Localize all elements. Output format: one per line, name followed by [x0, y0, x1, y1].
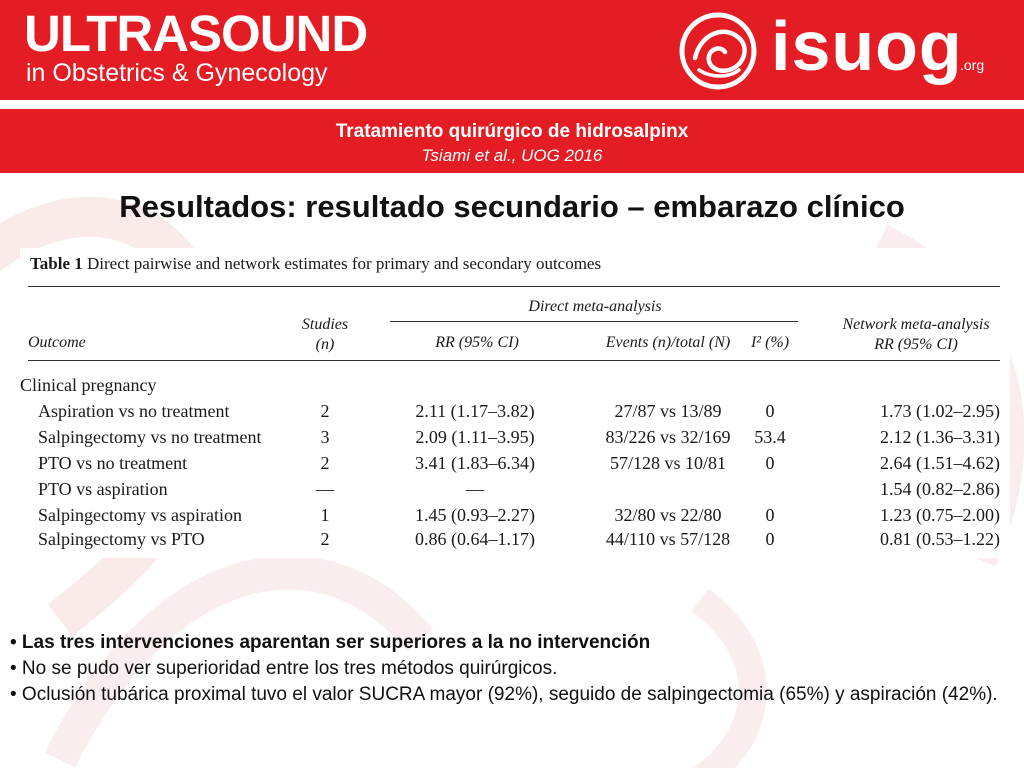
slide-title: Resultados: resultado secundario – embarazo clínico	[119, 189, 905, 224]
row-rr: 2.09 (1.11–3.95)	[415, 427, 535, 447]
section-label: Clinical pregnancy	[20, 375, 157, 395]
row-events: 57/128 vs 10/81	[609, 453, 726, 473]
row-network: 1.54 (0.82–2.86)	[880, 479, 1000, 499]
row-rr: 1.45 (0.93–2.27)	[415, 505, 535, 525]
table-header-rule	[28, 360, 1000, 361]
bullet-text: • Las tres intervenciones aparentan ser superiores a la no intervención	[10, 632, 651, 653]
header-rr: RR (95% CI)	[435, 334, 519, 351]
direct-meta-header: Direct meta-analysis	[528, 298, 662, 315]
table-caption	[30, 254, 601, 274]
direct-meta-rule	[390, 321, 798, 322]
table-top-rule	[28, 286, 1000, 287]
header-studies: Studies	[301, 316, 349, 333]
row-network: 1.23 (0.75–2.00)	[880, 505, 1000, 525]
isuog-logo-text: isuog	[771, 7, 963, 85]
row-events: 83/226 vs 32/169	[605, 427, 731, 447]
row-i2: 0	[765, 453, 775, 473]
header-outcome: Outcome	[28, 334, 86, 351]
results-table	[20, 248, 1010, 558]
bullet-item: • No se pudo ver superioridad entre los tres métodos quirúrgicos.	[10, 658, 558, 679]
row-comparison: Salpingectomy vs aspiration	[38, 505, 242, 525]
row-comparison: Salpingectomy vs PTO	[38, 529, 205, 549]
row-rr: 0.86 (0.64–1.17)	[415, 529, 535, 549]
row-i2: 0	[765, 529, 775, 549]
row-comparison: Salpingectomy vs no treatment	[38, 427, 262, 447]
row-events: 27/87 vs 13/89	[614, 401, 722, 421]
header-i2: I² (%)	[750, 334, 790, 351]
journal-subtitle: in Obstetrics & Gynecology	[26, 59, 328, 87]
journal-header	[0, 0, 1024, 100]
article-band	[0, 109, 1024, 173]
table-caption-label: Table 1	[30, 254, 83, 273]
row-studies: —	[316, 479, 334, 499]
header-network-rr: RR (95% CI)	[874, 336, 958, 353]
row-studies: 2	[320, 401, 330, 421]
row-studies: 1	[320, 505, 330, 525]
isuog-emblem-icon	[677, 10, 759, 92]
journal-title: ULTRASOUND	[24, 5, 368, 62]
article-citation: Tsiami et al., UOG 2016	[421, 146, 603, 165]
row-comparison: PTO vs no treatment	[38, 453, 188, 473]
isuog-logo-suffix: .org	[960, 57, 985, 73]
row-comparison: Aspiration vs no treatment	[38, 401, 230, 421]
row-comparison: PTO vs aspiration	[38, 479, 168, 499]
row-studies: 3	[320, 427, 330, 447]
row-network: 1.73 (1.02–2.95)	[880, 401, 1000, 421]
bullet-item: • Oclusión tubárica proximal tuvo el valor SUCRA mayor (92%), seguido de salpingectomia (65%) y aspiración (42%).	[10, 684, 998, 705]
row-i2: 0	[765, 505, 775, 525]
row-i2: 53.4	[754, 427, 786, 447]
row-rr: 3.41 (1.83–6.34)	[415, 453, 535, 473]
row-studies: 2	[320, 453, 330, 473]
header-network: Network meta-analysis	[842, 316, 990, 333]
row-i2: 0	[765, 401, 775, 421]
row-network: 0.81 (0.53–1.22)	[880, 529, 1000, 549]
row-network: 2.64 (1.51–4.62)	[880, 453, 1000, 473]
row-studies: 2	[320, 529, 330, 549]
summary-bullets	[10, 630, 1014, 708]
article-title: Tratamiento quirúrgico de hidrosalpinx	[335, 121, 689, 142]
row-rr: —	[466, 479, 484, 499]
row-rr: 2.11 (1.17–3.82)	[415, 401, 535, 421]
table-caption-text: Direct pairwise and network estimates for primary and secondary outcomes	[87, 254, 602, 273]
row-network: 2.12 (1.36–3.31)	[880, 427, 1000, 447]
row-events: 44/110 vs 57/128	[605, 529, 731, 549]
header-studies-n: (n)	[315, 336, 335, 353]
isuog-logo[interactable]	[663, 0, 1024, 100]
header-separator	[0, 101, 1024, 109]
header-events: Events (n)/total (N)	[605, 334, 731, 351]
bullet-item	[10, 630, 1014, 656]
row-events: 32/80 vs 22/80	[614, 505, 722, 525]
